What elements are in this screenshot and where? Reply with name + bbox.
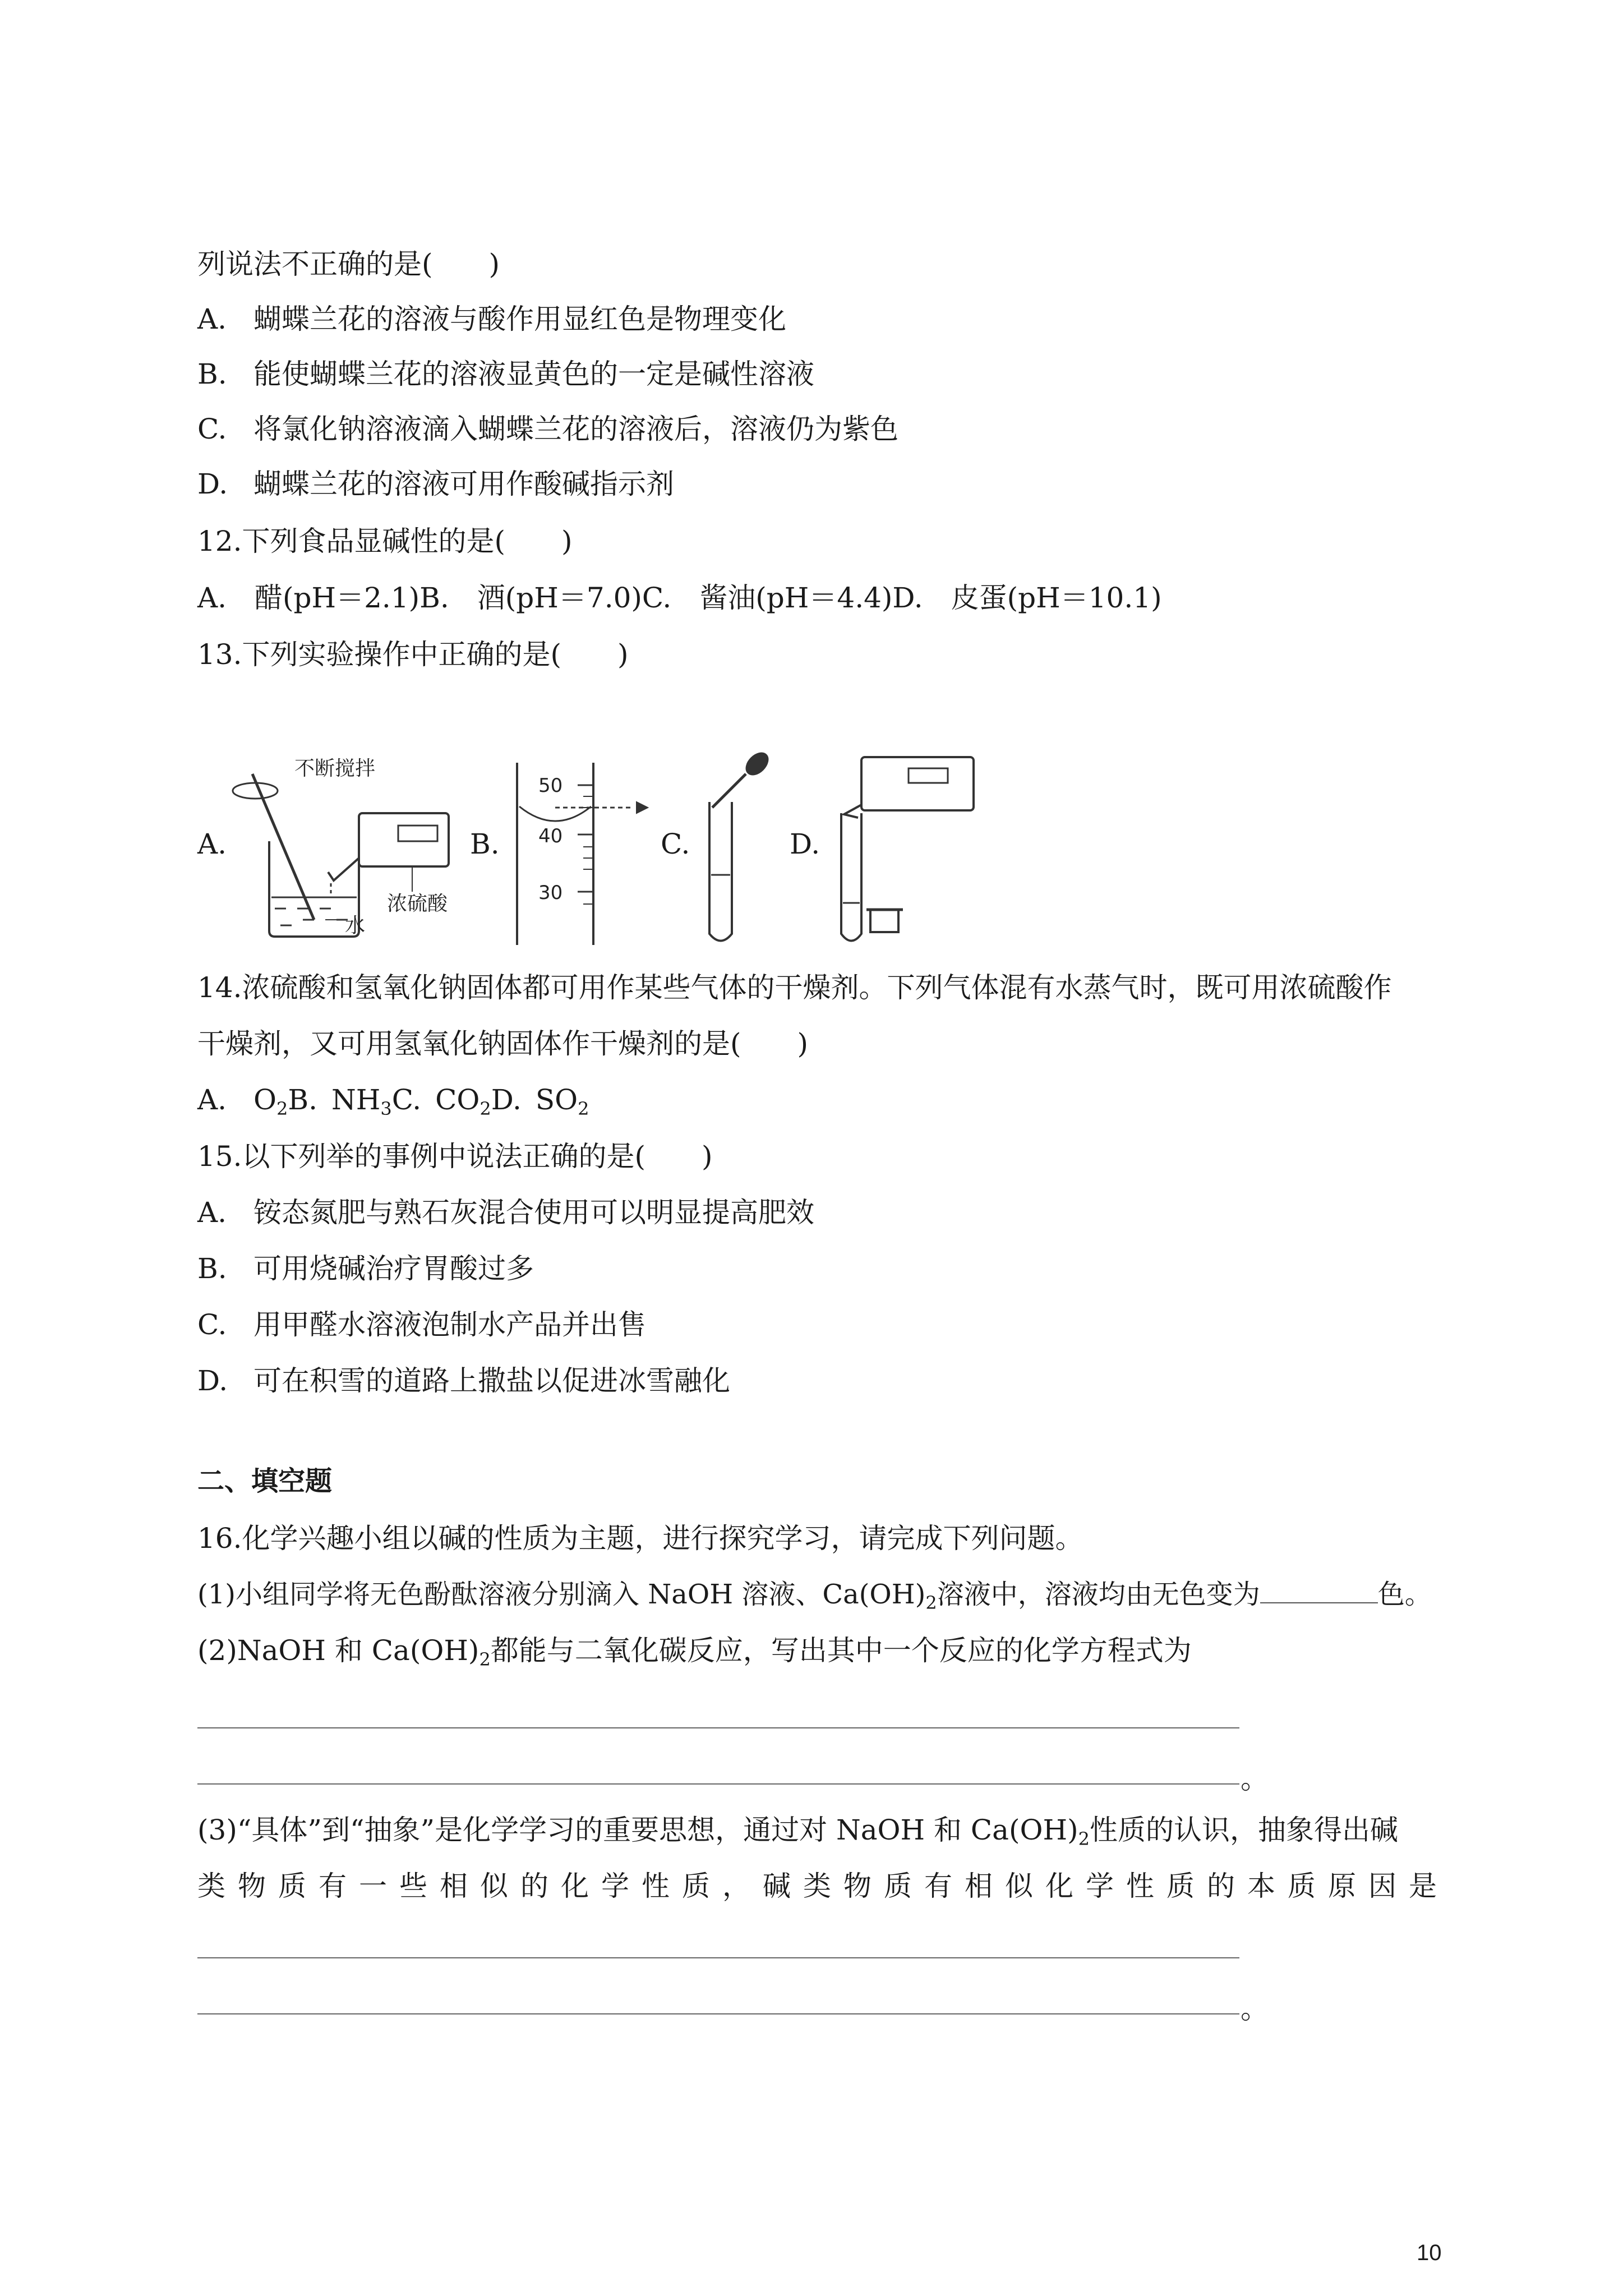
subscript: 3	[380, 1098, 392, 1119]
option-d-formula: SO	[535, 1084, 578, 1116]
test-tube-d	[841, 813, 861, 941]
diagram-c	[709, 751, 771, 941]
subscript: 2	[925, 1592, 937, 1613]
subscript: 2	[479, 1649, 491, 1670]
subscript: 2	[1078, 1828, 1090, 1850]
q12-options: A. 醋(pH＝2.1)B. 酒(pH＝7.0)C. 酱油(pH＝4.4)D. 皮蛋(pH＝10.1)	[197, 582, 1162, 614]
option-letter: A.	[197, 303, 227, 335]
q15-option-c	[197, 1307, 646, 1342]
tick-40: 40	[538, 825, 563, 847]
option-c-formula: CO	[435, 1084, 480, 1116]
option-letter: A.	[197, 1196, 227, 1229]
q11-option-b	[197, 357, 814, 391]
q13-diagrams	[191, 751, 1032, 953]
answer-blank-equation-2[interactable]	[197, 1782, 1239, 1785]
part2-text-b: 都能与二氧化碳反应，写出其中一个反应的化学方程式为	[490, 1634, 1192, 1667]
part2-text-a: (2)NaOH 和 Ca(OH)	[197, 1634, 479, 1667]
diagram-d	[841, 757, 974, 941]
answer-blank-equation-1[interactable]	[197, 1726, 1239, 1728]
q16-part3-line1	[197, 1813, 1398, 1856]
page-number: 10	[1417, 2240, 1442, 2265]
q11-option-d	[197, 467, 674, 501]
q15-option-b	[197, 1251, 534, 1286]
period-mark: 。	[1241, 1993, 1269, 2025]
option-text: 蝴蝶兰花的溶液可用作酸碱指示剂	[253, 468, 674, 500]
option-text: 可在积雪的道路上撒盐以促进冰雪融化	[253, 1364, 730, 1397]
option-letter: B.	[197, 358, 227, 390]
option-b-formula: NH	[331, 1084, 381, 1116]
part3-text-b: 性质的认识，抽象得出碱	[1089, 1814, 1398, 1846]
part1-text-c: 色。	[1377, 1579, 1432, 1610]
option-text: 可用烧碱治疗胃酸过多	[253, 1252, 534, 1285]
q16-part3-line2: 类物质有一些相似的化学性质，碱类物质有相似化学性质的本质原因是	[197, 1870, 1449, 1902]
q16-part1	[197, 1577, 1432, 1620]
q11-option-c	[197, 412, 898, 446]
option-text: 铵态氮肥与熟石灰混合使用可以明显提高肥效	[253, 1196, 814, 1229]
figure-label-c: C.	[661, 828, 690, 860]
figure-label-a: A.	[197, 828, 227, 860]
q15-option-d	[197, 1363, 730, 1398]
q14-stem-line2: 干燥剂，又可用氢氧化钠固体作干燥剂的是( )	[197, 1027, 809, 1060]
q13-figure	[191, 751, 1032, 953]
part3-text-a: (3)“具体”到“抽象”是化学学习的重要思想，通过对 NaOH 和 Ca(OH)	[197, 1814, 1078, 1846]
answer-blank-color[interactable]	[1260, 1580, 1378, 1603]
option-letter: B.	[288, 1084, 317, 1116]
option-a-formula: O	[253, 1084, 276, 1116]
test-tube-c	[709, 802, 732, 941]
option-text: 将氯化钠溶液滴入蝴蝶兰花的溶液后，溶液仍为紫色	[253, 413, 898, 445]
option-letter: D.	[197, 1364, 228, 1397]
diagram-b	[517, 763, 648, 945]
option-letter: A.	[197, 1084, 227, 1116]
option-letter: C.	[391, 1084, 422, 1116]
period-mark: 。	[1241, 1763, 1269, 1795]
reagent-bottle-a	[359, 813, 449, 866]
option-letter: D.	[197, 468, 228, 500]
bottle-stopper	[870, 910, 898, 932]
subscript: 2	[479, 1098, 491, 1119]
q14-stem-line1: 14.浓硫酸和氢氧化钠固体都可用作某些气体的干燥剂。下列气体混有水蒸气时，既可用浓硫酸作	[197, 971, 1392, 1004]
q16-stem: 16.化学兴趣小组以碱的性质为主题，进行探究学习，请完成下列问题。	[197, 1522, 1083, 1555]
q13-stem: 13.下列实验操作中正确的是( )	[197, 638, 629, 671]
option-letter: D.	[491, 1084, 522, 1116]
option-text: 能使蝴蝶兰花的溶液显黄色的一定是碱性溶液	[253, 358, 814, 390]
meniscus	[519, 806, 591, 821]
label-stir: 不断搅拌	[294, 757, 376, 780]
q15-stem: 15.以下列举的事例中说法正确的是( )	[197, 1140, 713, 1173]
eye-marker	[637, 802, 648, 813]
q11-stem-tail: 列说法不正确的是( )	[197, 248, 500, 280]
label-acid: 浓硫酸	[387, 892, 448, 915]
q11-option-a	[197, 302, 786, 336]
part1-text-b: 溶液中，溶液均由无色变为	[937, 1579, 1260, 1610]
option-text: 蝴蝶兰花的溶液与酸作用显红色是物理变化	[253, 303, 786, 335]
answer-blank-reason-1[interactable]	[197, 1956, 1239, 1958]
figure-label-d: D.	[790, 828, 820, 860]
option-letter: B.	[197, 1252, 227, 1285]
answer-blank-reason-2[interactable]	[197, 2012, 1239, 2014]
stir-arrow	[233, 783, 278, 799]
label-water: 水	[345, 914, 366, 937]
dropper-bulb	[743, 751, 772, 778]
q15-option-a	[197, 1195, 814, 1230]
q12-stem: 12.下列食品显碱性的是( )	[197, 525, 573, 557]
part1-text-a: (1)小组同学将无色酚酞溶液分别滴入 NaOH 溶液、Ca(OH)	[197, 1579, 926, 1610]
q14-options	[197, 1082, 589, 1126]
q16-part2	[197, 1633, 1192, 1677]
option-letter: C.	[197, 1308, 227, 1341]
tick-50: 50	[538, 774, 563, 797]
dropper-tube	[712, 774, 746, 808]
tick-30: 30	[538, 882, 563, 904]
subscript: 2	[578, 1098, 589, 1119]
option-text: 用甲醛水溶液泡制水产品并出售	[253, 1308, 646, 1341]
figure-label-b: B.	[470, 828, 500, 860]
section-title: 二、填空题	[197, 1465, 333, 1497]
option-letter: C.	[197, 413, 227, 445]
subscript: 2	[276, 1098, 288, 1119]
